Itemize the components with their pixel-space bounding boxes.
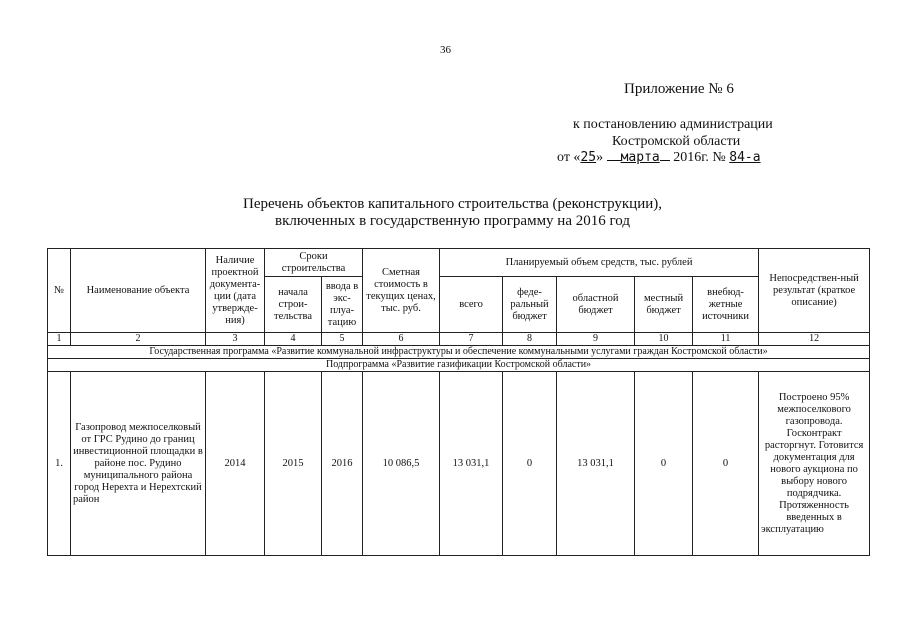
col-number: 9 xyxy=(557,333,635,346)
row-federal: 0 xyxy=(503,372,557,556)
date-year: 2016г. № xyxy=(673,150,726,165)
col-number: 10 xyxy=(635,333,693,346)
col-number: 2 xyxy=(71,333,206,346)
row-result: Построено 95% межпоселкового газопровода. Госконтракт расторгнут. Готовится документация для нового аукциона по выбору нового подрядчика. Протяженность введенных в эксплуатацию xyxy=(759,372,870,556)
row-regional: 13 031,1 xyxy=(557,372,635,556)
date-day: 25 xyxy=(580,150,597,165)
header-commission: ввода в экс-плуа-тацию xyxy=(322,277,363,333)
date-month: марта xyxy=(620,150,660,165)
col-number: 1 xyxy=(48,333,71,346)
col-number: 7 xyxy=(440,333,503,346)
header-row-1 xyxy=(48,249,870,277)
subprogram-title: Подпрограмма «Развитие газификации Костромской области» xyxy=(48,359,870,372)
decree-date-line xyxy=(557,150,761,166)
col-number: 3 xyxy=(206,333,265,346)
program-title: Государственная программа «Развитие коммунальной инфраструктуры и обеспечение коммунальными услугами граждан Костромской области» xyxy=(48,346,870,359)
row-start: 2015 xyxy=(265,372,322,556)
program-row xyxy=(48,346,870,359)
document-title-line1: Перечень объектов капитального строительства (реконструкции), xyxy=(242,196,663,212)
header-planned: Планируемый объем средств, тыс. рублей xyxy=(440,249,759,277)
date-mid: » xyxy=(596,150,604,165)
decree-reference: к постановлению администрации xyxy=(573,117,773,132)
column-number-row xyxy=(48,333,870,346)
header-extra: внебюд-жетные источники xyxy=(693,277,759,333)
appendix-label: Приложение № 6 xyxy=(624,81,734,97)
date-prefix: от « xyxy=(557,150,581,165)
col-number: 5 xyxy=(322,333,363,346)
region-name: Костромской области xyxy=(612,134,741,149)
row-name: Газопровод межпоселковый от ГРС Рудино до границ инвестиционной площадки в районе пос. Рудино муниципального района город Нерехта и Нерехтский район xyxy=(71,372,206,556)
row-docs: 2014 xyxy=(206,372,265,556)
row-local: 0 xyxy=(635,372,693,556)
col-number: 6 xyxy=(363,333,440,346)
row-total: 13 031,1 xyxy=(440,372,503,556)
header-docs: Наличие проектной документа-ции (дата утвержде-ния) xyxy=(206,249,265,333)
subprogram-row xyxy=(48,359,870,372)
header-num: № xyxy=(48,249,71,333)
header-total: всего xyxy=(440,277,503,333)
col-number: 8 xyxy=(503,333,557,346)
row-estimate: 10 086,5 xyxy=(363,372,440,556)
document-title-line2: включенных в государственную программу на 2016 год xyxy=(275,213,630,229)
page-number: 36 xyxy=(440,44,451,56)
header-result: Непосредствен-ный результат (краткое описание) xyxy=(759,249,870,333)
header-terms: Сроки строительства xyxy=(265,249,363,277)
header-estimate: Сметная стоимость в текущих ценах, тыс. руб. xyxy=(363,249,440,333)
table-row xyxy=(48,372,870,556)
header-federal: феде-ральный бюджет xyxy=(503,277,557,333)
row-commission: 2016 xyxy=(322,372,363,556)
col-number: 11 xyxy=(693,333,759,346)
header-regional: областной бюджет xyxy=(557,277,635,333)
decree-number: 84-а xyxy=(729,150,761,165)
header-local: местный бюджет xyxy=(635,277,693,333)
objects-table xyxy=(47,248,870,556)
header-start: начала строи-тельства xyxy=(265,277,322,333)
row-extra: 0 xyxy=(693,372,759,556)
col-number: 12 xyxy=(759,333,870,346)
row-num: 1. xyxy=(48,372,71,556)
header-name: Наименование объекта xyxy=(71,249,206,333)
col-number: 4 xyxy=(265,333,322,346)
